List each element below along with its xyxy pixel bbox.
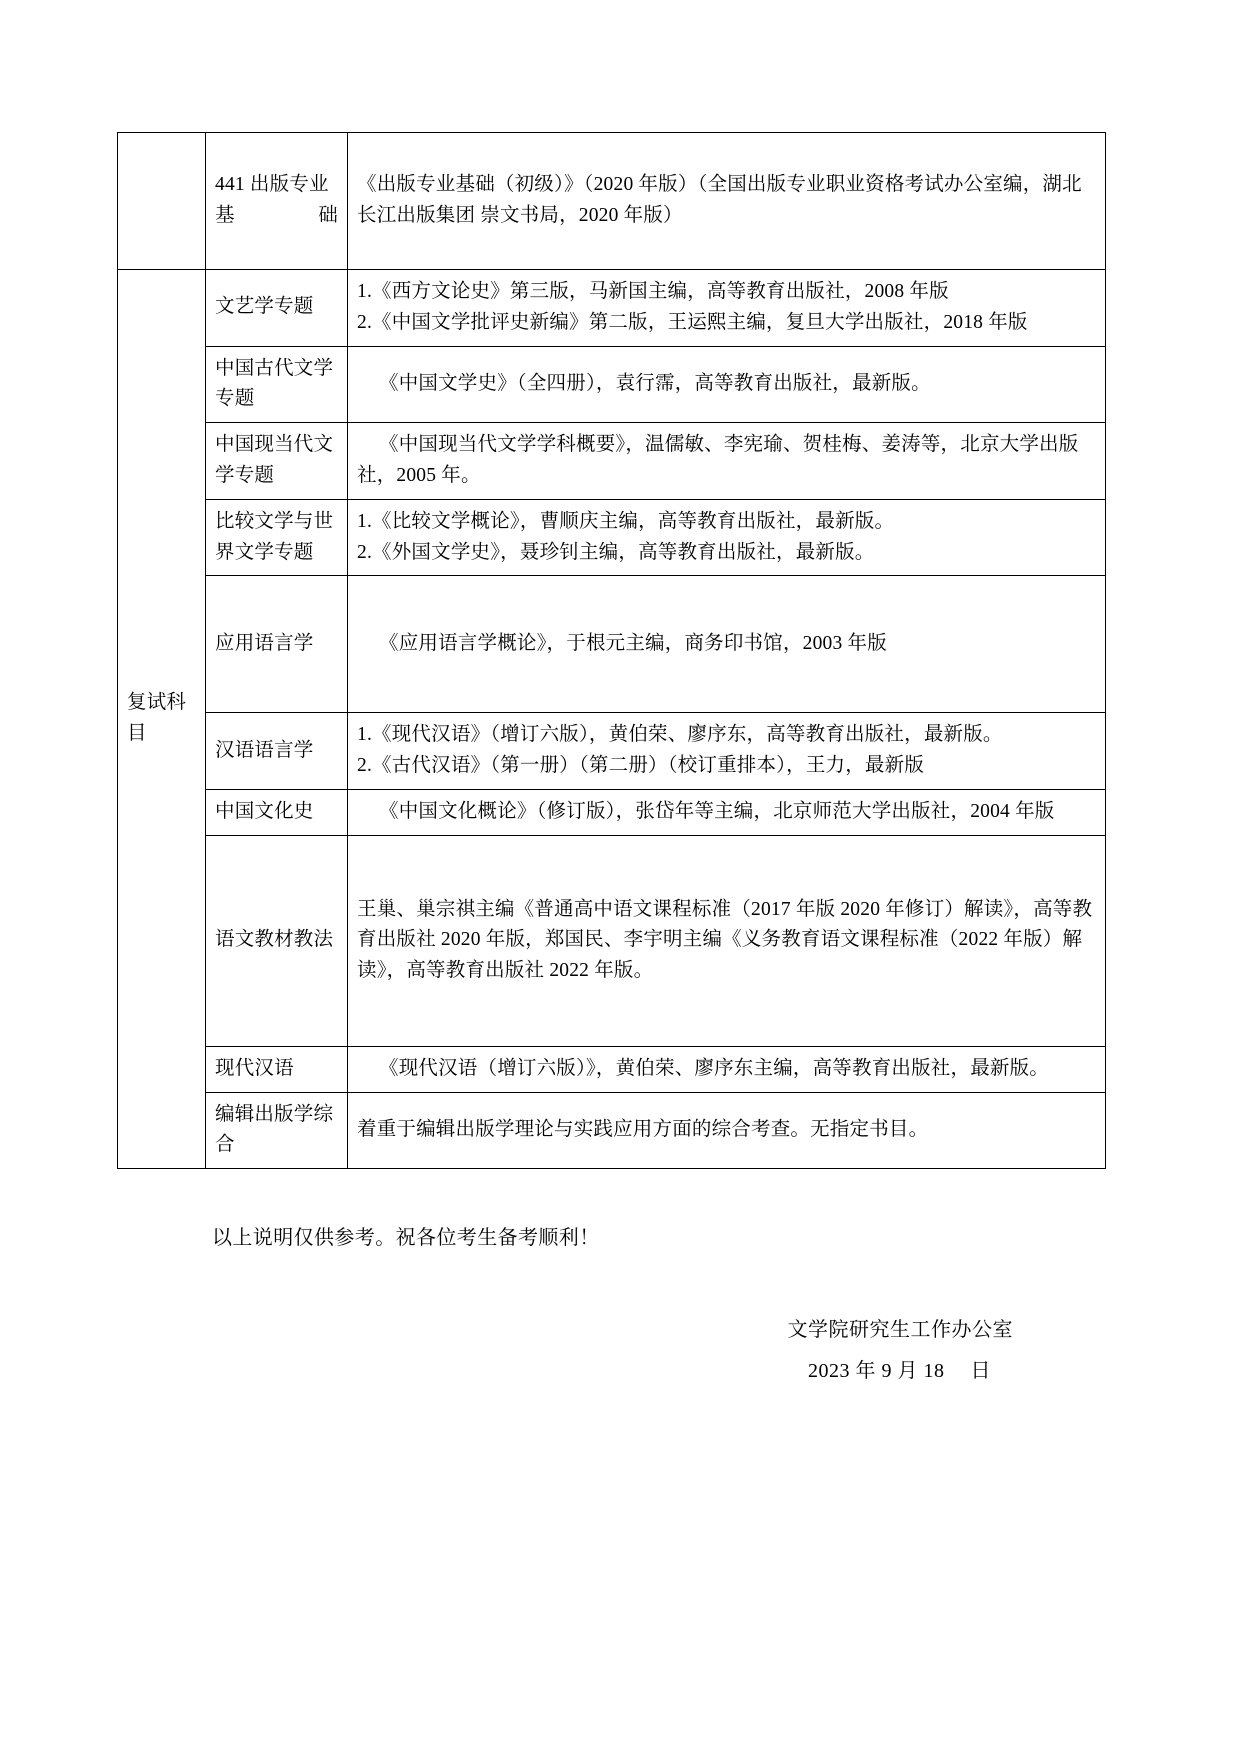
- reference-cell: 《出版专业基础（初级）》（2020 年版）（全国出版专业职业资格考试办公室编，湖北长江出版集团 崇文书局，2020 年版）: [348, 133, 1106, 270]
- reference-line: 1.《西方文论史》第三版，马新国主编，高等教育出版社，2008 年版: [357, 281, 949, 302]
- group-cell-fushi: 复试科目: [118, 270, 206, 1169]
- table-row: [118, 133, 1106, 270]
- table-row: [118, 713, 1106, 790]
- reference-line: 2.《外国文学史》，聂珍钊主编，高等教育出版社，最新版。: [357, 541, 875, 563]
- reference-cell: 《中国文学史》（全四册），袁行霈，高等教育出版社，最新版。: [348, 346, 1106, 423]
- table-row: [118, 423, 1106, 500]
- table-row: [118, 270, 1106, 347]
- exam-subject-table: [117, 132, 1106, 1169]
- subject-name-cell: 应用语言学: [206, 576, 348, 713]
- table-row: [118, 1092, 1106, 1169]
- table-body: [118, 133, 1106, 1169]
- subject-name-cell: 中国古代文学专题: [206, 346, 348, 423]
- subject-name-cell: 比较文学与世界文学专题: [206, 499, 348, 576]
- subject-name-cell: 441 出版专业基础: [206, 133, 348, 270]
- subject-name-cell: 现代汉语: [206, 1046, 348, 1092]
- reference-cell: [348, 713, 1106, 790]
- reference-cell: 《应用语言学概论》，于根元主编，商务印书馆，2003 年版: [348, 576, 1106, 713]
- reference-line: 2.《中国文学批评史新编》第二版，王运熙主编，复旦大学出版社，2018 年版: [357, 311, 1028, 333]
- issue-date: 2023 年 9 月 18 日: [808, 1360, 991, 1383]
- subject-name-cell: 中国现当代文学专题: [206, 423, 348, 500]
- table-row: [118, 576, 1106, 713]
- table-row: [118, 499, 1106, 576]
- subject-name-cell: 语文教材教法: [206, 835, 348, 1046]
- signature-block: [117, 1310, 1105, 1392]
- table-row: [118, 1046, 1106, 1092]
- reference-cell: [348, 499, 1106, 576]
- subject-name-cell: 汉语语言学: [206, 713, 348, 790]
- reference-cell: 《中国文化概论》（修订版），张岱年等主编，北京师范大学出版社，2004 年版: [348, 789, 1106, 835]
- reference-line: 1.《比较文学概论》，曹顺庆主编，高等教育出版社，最新版。: [357, 510, 895, 532]
- subject-name-cell: 文艺学专题: [206, 270, 348, 347]
- issuing-office: 文学院研究生工作办公室: [787, 1319, 1013, 1342]
- closing-note: 以上说明仅供参考。祝各位考生备考顺利！: [212, 1227, 600, 1250]
- table-row: [118, 346, 1106, 423]
- group-cell-empty: [118, 133, 206, 270]
- table-row: [118, 835, 1106, 1046]
- reference-cell: 王巢、巢宗祺主编《普通高中语文课程标准（2017 年版 2020 年修订）解读》，高等教育出版社 2020 年版，郑国民、李宇明主编《义务教育语文课程标准（2022 年版）解读》，高等教育出版社 2022 年版。: [348, 835, 1106, 1046]
- reference-cell: 《中国现当代文学学科概要》，温儒敏、李宪瑜、贺桂梅、姜涛等，北京大学出版社，2005 年。: [348, 423, 1106, 500]
- table-row: [118, 789, 1106, 835]
- reference-cell: 着重于编辑出版学理论与实践应用方面的综合考查。无指定书目。: [348, 1092, 1106, 1169]
- reference-cell: [348, 270, 1106, 347]
- subject-name-cell: 中国文化史: [206, 789, 348, 835]
- subject-name-cell: 编辑出版学综合: [206, 1092, 348, 1169]
- reference-cell: 《现代汉语（增订六版）》，黄伯荣、廖序东主编，高等教育出版社，最新版。: [348, 1046, 1106, 1092]
- reference-line: 2.《古代汉语》（第一册）（第二册）（校订重排本），王力，最新版: [357, 755, 925, 777]
- reference-line: 1.《现代汉语》（增订六版），黄伯荣、廖序东，高等教育出版社，最新版。: [357, 724, 1003, 746]
